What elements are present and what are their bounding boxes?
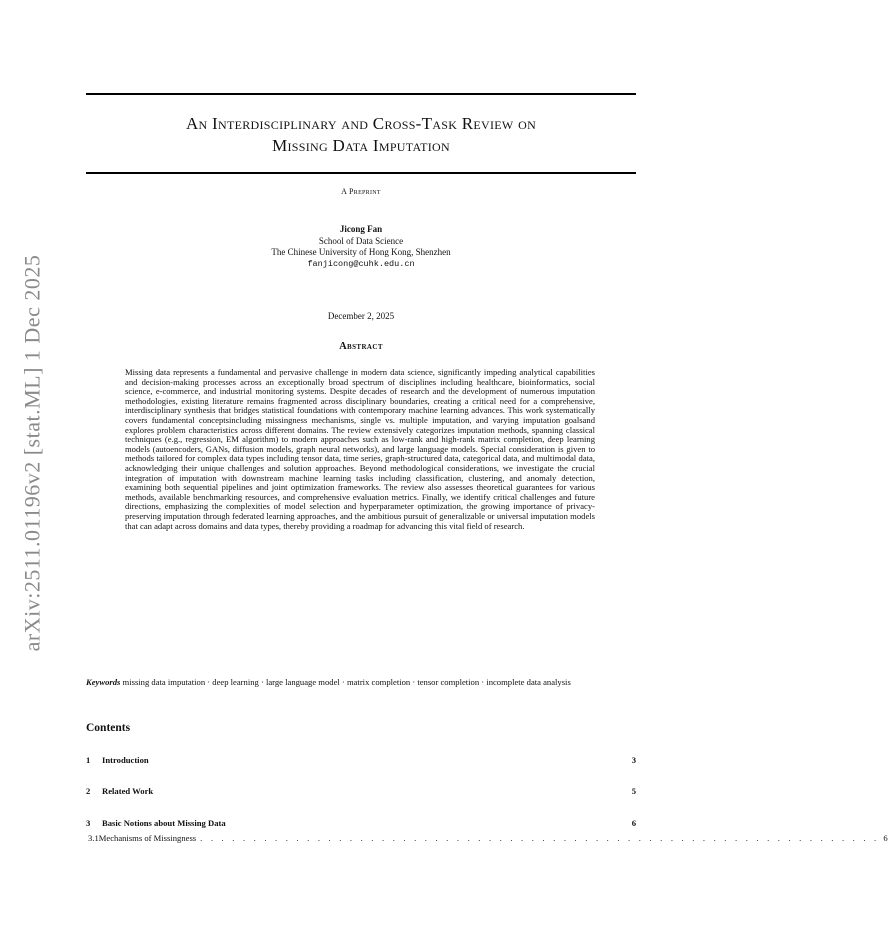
toc-number: 3 xyxy=(86,818,91,828)
paper-title xyxy=(86,113,636,157)
preprint-label: A Preprint xyxy=(341,187,381,196)
toc-label: Related Work xyxy=(102,786,154,796)
title-top-rule xyxy=(86,93,636,95)
title-line-2: Missing Data Imputation xyxy=(272,136,450,155)
toc-entry-introduction[interactable] xyxy=(86,755,636,767)
title-line-1: An Interdisciplinary and Cross-Task Review on xyxy=(185,114,537,133)
toc-entry-mechanisms[interactable] xyxy=(86,833,888,845)
author-email: fanjicong@cuhk.edu.cn xyxy=(307,258,415,269)
toc-label: Introduction xyxy=(102,755,149,765)
toc-entry-basic-notions[interactable] xyxy=(86,818,636,830)
author-block xyxy=(86,224,636,270)
toc-number: 1 xyxy=(86,755,91,765)
toc-number: 2 xyxy=(86,786,91,796)
abstract-body: Missing data represents a fundamental and pervasive challenge in modern data science, significantly impeding analytical capabilities and decision-making processes across an exceptionally broad spectrum of disciplines including healthcare, bioinformatics, social science, e-commerce, and industrial monitoring systems. Despite decades of research and the development of numerous imputation methodologies, existing literature remains fragmented across disciplinary boundaries, creating a critical need for a comprehensive, interdisciplinary synthesis that bridges statistical foundations with contemporary machine learning advances. This work systematically covers fundamental conceptsincluding missingness mechanisms, single vs. multiple imputation, and varying imputation goalsand explores problem characteristics across different domains. The review extensively categorizes imputation methods, spanning classical techniques (e.g., regression, EM algorithm) to modern approaches such as low-rank and high-rank matrix completion, deep learning models (autoencoders, GANs, diffusion models, graph neural networks), and large language models. Special consideration is given to methods tailored for complex data types including tensor data, time series, graph-structured data, categorical data, and multimodal data, acknowledging their unique challenges and solution approaches. Beyond methodological considerations, we investigate the crucial integration of imputation with downstream machine learning tasks including classification, clustering, and anomaly detection, examining both sequential pipelines and joint optimization frameworks. The review also assesses theoretical guarantees for various methods, available benchmarking resources, and comprehensive evaluation metrics. Finally, we identify critical challenges and future directions, emphasizing the complexities of model selection and hyperparameter optimization, the growing importance of privacy-preserving imputation through federated learning approaches, and the ambitious pursuit of generalizable or universal imputation models that can adapt across domains and data types, thereby providing a roadmap for advancing this vital field of research. xyxy=(125,367,595,531)
toc-page: 6 xyxy=(631,818,636,828)
author-affiliation: The Chinese University of Hong Kong, Shenzhen xyxy=(271,247,451,257)
publication-date: December 2, 2025 xyxy=(327,311,395,321)
title-bottom-rule xyxy=(86,172,636,174)
author-name: Jicong Fan xyxy=(339,224,383,234)
arxiv-side-stamp xyxy=(8,243,56,663)
author-department: School of Data Science xyxy=(318,235,404,246)
keywords-block xyxy=(86,677,636,687)
contents-heading: Contents xyxy=(86,722,131,734)
keywords-text: missing data imputation · deep learning · large language model · matrix completion · tensor completion · incomplete data analysis xyxy=(122,677,571,687)
arxiv-identifier: arXiv:2511.01196v2 [stat.ML] 1 Dec 2025 xyxy=(19,254,45,652)
abstract-heading: Abstract xyxy=(339,341,383,352)
toc-page: 6 xyxy=(883,833,888,843)
keywords-label: Keywords xyxy=(86,677,121,687)
toc-label: Mechanisms of Missingness xyxy=(98,833,197,843)
toc-label: Basic Notions about Missing Data xyxy=(102,818,226,828)
toc-leader-dots: . . . . . . . . . . . . . . . . . . . . . . . . . . . . . . . . . . . . . . . . . . . . . . . . . . . . . . . . . . . . . . . . xyxy=(200,833,880,843)
toc-number: 3.1 xyxy=(88,833,99,843)
toc-entry-related-work[interactable] xyxy=(86,786,636,798)
toc-page: 3 xyxy=(631,755,636,765)
toc-page: 5 xyxy=(631,786,636,796)
